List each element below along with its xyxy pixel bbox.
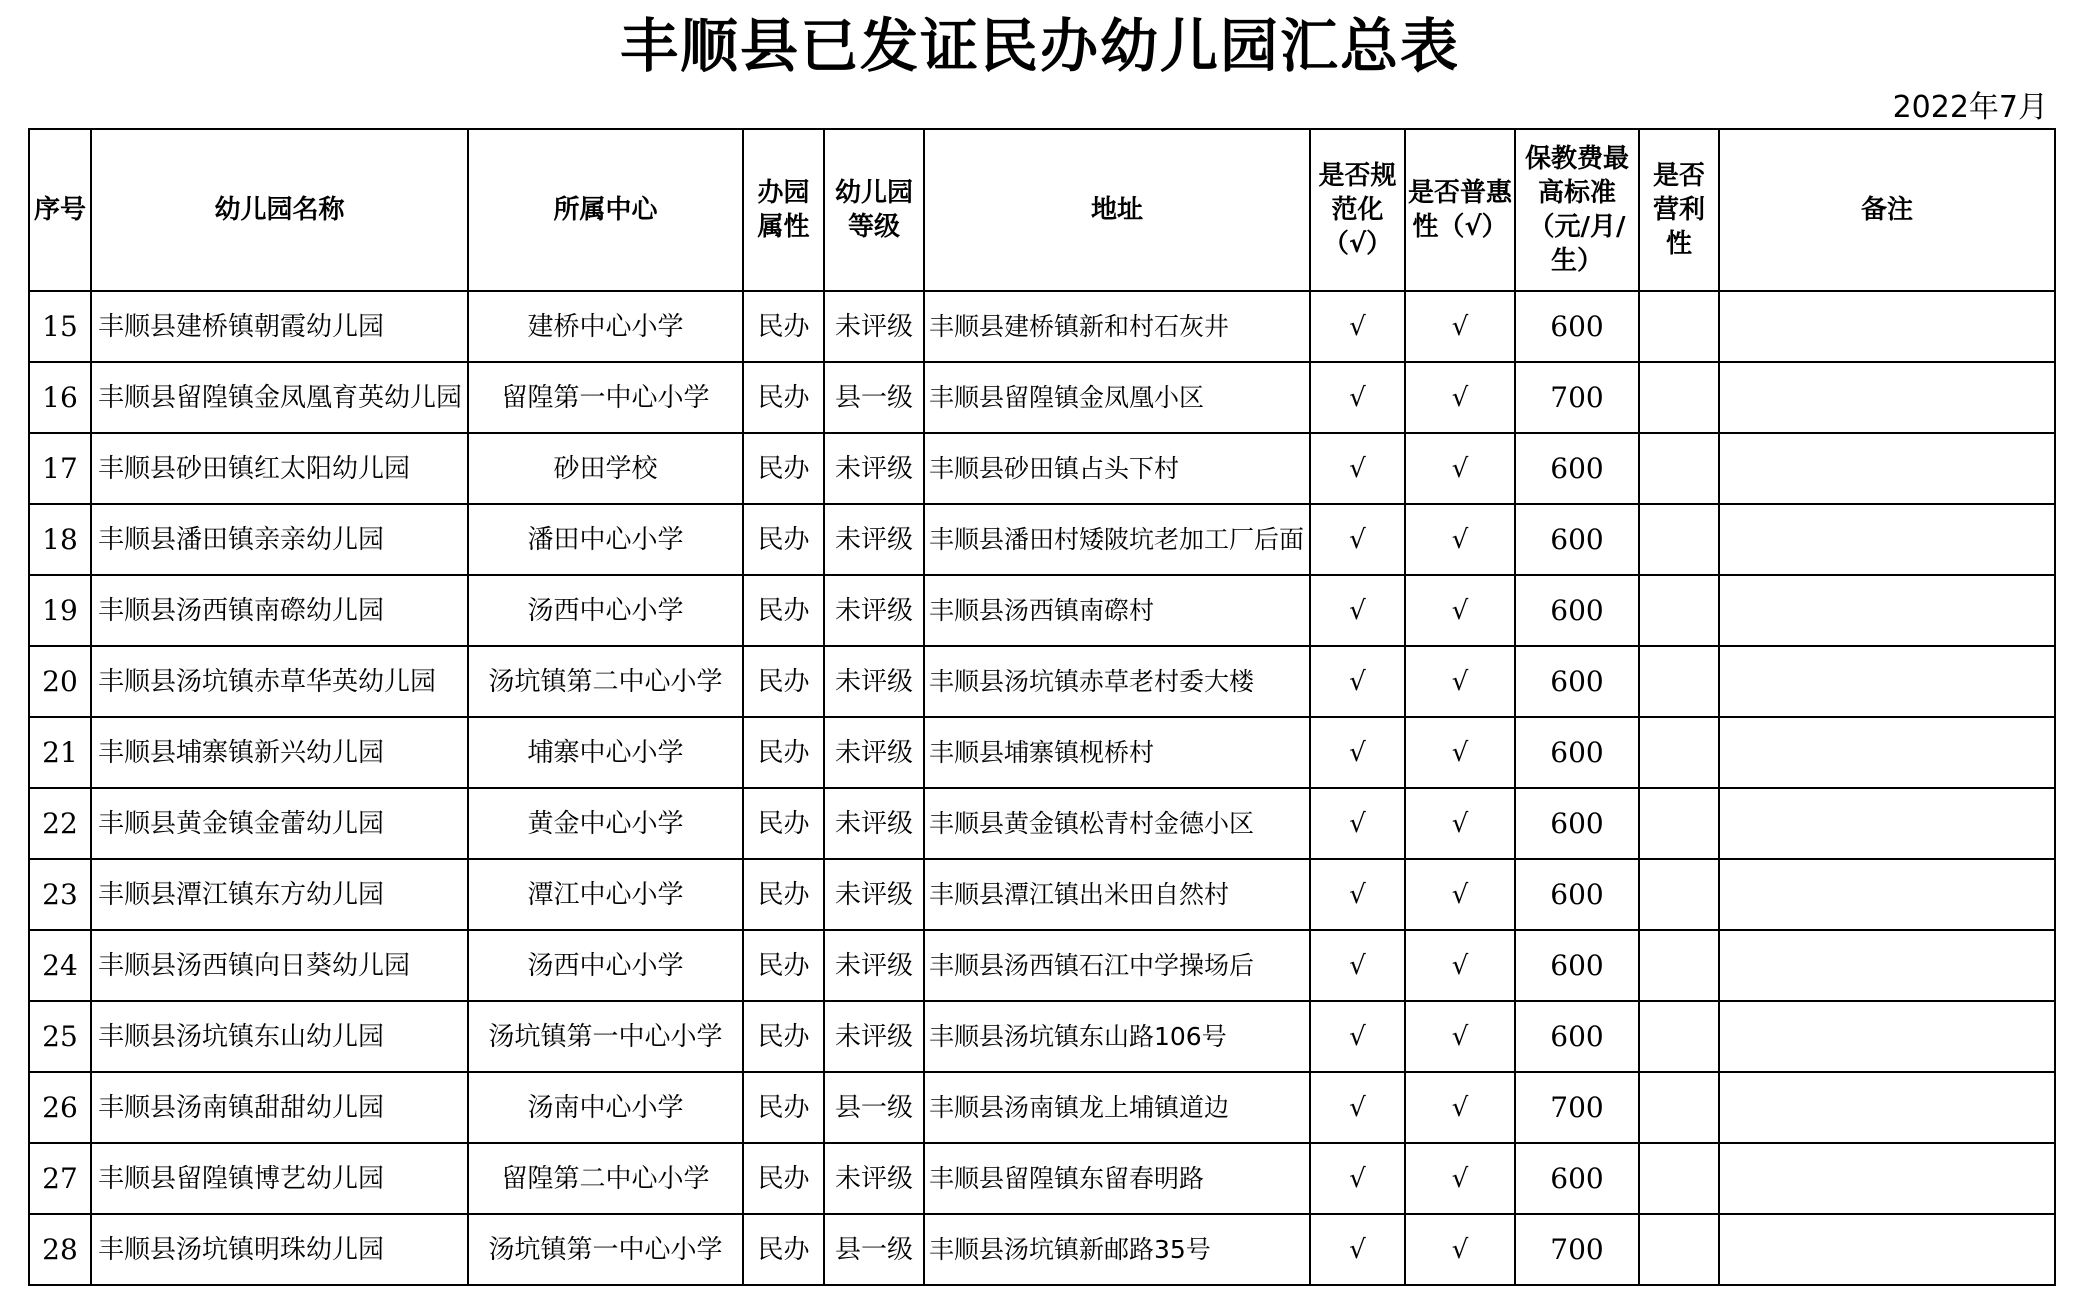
cell-attr: 民办: [743, 646, 824, 717]
cell-name: 丰顺县留隍镇博艺幼儿园: [91, 1143, 468, 1214]
cell-notes: [1719, 291, 2055, 362]
cell-grade: 未评级: [824, 291, 924, 362]
cell-inclusive-check: √: [1405, 717, 1515, 788]
cell-center: 汤西中心小学: [468, 575, 743, 646]
header-inclusive-line: 是否普惠: [1407, 178, 1512, 208]
cell-inclusive-check: √: [1405, 1143, 1515, 1214]
cell-notes: [1719, 1143, 2055, 1214]
cell-profit: [1639, 362, 1719, 433]
cell-name: 丰顺县汤南镇甜甜幼儿园: [91, 1072, 468, 1143]
cell-address: 丰顺县留隍镇金凤凰小区: [924, 362, 1310, 433]
cell-attr: 民办: [743, 930, 824, 1001]
cell-grade: 未评级: [824, 575, 924, 646]
cell-profit: [1639, 930, 1719, 1001]
table-row: [29, 575, 2055, 646]
table-row: [29, 504, 2055, 575]
cell-attr: 民办: [743, 859, 824, 930]
header-attr-line: 属性: [757, 212, 810, 242]
cell-name: 丰顺县黄金镇金蕾幼儿园: [91, 788, 468, 859]
cell-standard-check: √: [1310, 1001, 1405, 1072]
table-row: [29, 859, 2055, 930]
cell-notes: [1719, 788, 2055, 859]
cell-inclusive-check: √: [1405, 1214, 1515, 1285]
cell-address: 丰顺县汤西镇南磜村: [924, 575, 1310, 646]
cell-name: 丰顺县潘田镇亲亲幼儿园: [91, 504, 468, 575]
cell-notes: [1719, 930, 2055, 1001]
cell-seq: 24: [29, 930, 91, 1001]
table-body: [29, 291, 2055, 1285]
cell-standard-check: √: [1310, 788, 1405, 859]
table-row: [29, 1143, 2055, 1214]
table-row: [29, 930, 2055, 1001]
cell-fee: 600: [1515, 788, 1639, 859]
cell-attr: 民办: [743, 504, 824, 575]
header-attr: [743, 129, 824, 291]
cell-grade: 县一级: [824, 362, 924, 433]
cell-grade: 未评级: [824, 646, 924, 717]
table-row: [29, 1001, 2055, 1072]
table-header-row: [29, 129, 2055, 291]
cell-standard-check: √: [1310, 504, 1405, 575]
cell-attr: 民办: [743, 362, 824, 433]
cell-center: 留隍第二中心小学: [468, 1143, 743, 1214]
header-notes: 备注: [1719, 129, 2055, 291]
cell-name: 丰顺县留隍镇金凤凰育英幼儿园: [91, 362, 468, 433]
table-row: [29, 1072, 2055, 1143]
cell-grade: 县一级: [824, 1072, 924, 1143]
cell-center: 建桥中心小学: [468, 291, 743, 362]
header-fee-line: 生）: [1550, 246, 1603, 276]
cell-profit: [1639, 433, 1719, 504]
cell-name: 丰顺县汤西镇向日葵幼儿园: [91, 930, 468, 1001]
cell-inclusive-check: √: [1405, 504, 1515, 575]
cell-fee: 600: [1515, 1001, 1639, 1072]
table-row: [29, 1214, 2055, 1285]
cell-notes: [1719, 717, 2055, 788]
header-standard-line: 是否规: [1318, 161, 1397, 191]
cell-profit: [1639, 575, 1719, 646]
cell-address: 丰顺县汤坑镇东山路106号: [924, 1001, 1310, 1072]
header-standard: [1310, 129, 1405, 291]
header-standard-line: 范化: [1331, 195, 1384, 225]
cell-standard-check: √: [1310, 717, 1405, 788]
cell-seq: 16: [29, 362, 91, 433]
cell-center: 潭江中心小学: [468, 859, 743, 930]
cell-notes: [1719, 575, 2055, 646]
cell-attr: 民办: [743, 788, 824, 859]
header-attr-line: 办园: [757, 178, 810, 208]
cell-address: 丰顺县砂田镇占头下村: [924, 433, 1310, 504]
report-date: 2022年7月: [1892, 90, 2048, 125]
header-fee-line: 保教费最: [1524, 144, 1629, 174]
cell-standard-check: √: [1310, 930, 1405, 1001]
cell-attr: 民办: [743, 291, 824, 362]
cell-address: 丰顺县黄金镇松青村金德小区: [924, 788, 1310, 859]
cell-center: 黄金中心小学: [468, 788, 743, 859]
cell-seq: 19: [29, 575, 91, 646]
cell-name: 丰顺县汤坑镇赤草华英幼儿园: [91, 646, 468, 717]
cell-fee: 700: [1515, 1072, 1639, 1143]
header-fee: [1515, 129, 1639, 291]
cell-seq: 23: [29, 859, 91, 930]
header-inclusive: [1405, 129, 1515, 291]
cell-fee: 700: [1515, 362, 1639, 433]
table-row: [29, 362, 2055, 433]
table-row: [29, 291, 2055, 362]
cell-inclusive-check: √: [1405, 575, 1515, 646]
cell-address: 丰顺县汤南镇龙上埔镇道边: [924, 1072, 1310, 1143]
table-row: [29, 433, 2055, 504]
cell-notes: [1719, 1001, 2055, 1072]
cell-grade: 未评级: [824, 930, 924, 1001]
header-fee-line: 高标准: [1537, 178, 1616, 208]
cell-name: 丰顺县汤坑镇东山幼儿园: [91, 1001, 468, 1072]
header-seq: 序号: [29, 129, 91, 291]
header-fee-line: （元/月/: [1528, 212, 1626, 242]
cell-attr: 民办: [743, 575, 824, 646]
cell-seq: 15: [29, 291, 91, 362]
header-name: 幼儿园名称: [91, 129, 468, 291]
cell-inclusive-check: √: [1405, 1072, 1515, 1143]
cell-attr: 民办: [743, 1001, 824, 1072]
cell-seq: 20: [29, 646, 91, 717]
cell-address: 丰顺县汤坑镇赤草老村委大楼: [924, 646, 1310, 717]
cell-standard-check: √: [1310, 433, 1405, 504]
cell-notes: [1719, 646, 2055, 717]
cell-standard-check: √: [1310, 1143, 1405, 1214]
cell-seq: 27: [29, 1143, 91, 1214]
cell-grade: 未评级: [824, 1143, 924, 1214]
cell-attr: 民办: [743, 717, 824, 788]
cell-address: 丰顺县潭江镇出米田自然村: [924, 859, 1310, 930]
cell-inclusive-check: √: [1405, 433, 1515, 504]
cell-grade: 未评级: [824, 1001, 924, 1072]
cell-address: 丰顺县汤西镇石江中学操场后: [924, 930, 1310, 1001]
cell-standard-check: √: [1310, 1214, 1405, 1285]
cell-seq: 25: [29, 1001, 91, 1072]
cell-seq: 26: [29, 1072, 91, 1143]
header-standard-line: （√）: [1322, 229, 1393, 259]
cell-center: 汤坑镇第二中心小学: [468, 646, 743, 717]
header-center: 所属中心: [468, 129, 743, 291]
cell-attr: 民办: [743, 1214, 824, 1285]
header-grade-line: 幼儿园: [834, 178, 913, 208]
cell-grade: 未评级: [824, 717, 924, 788]
cell-profit: [1639, 717, 1719, 788]
header-profit-line: 性: [1665, 229, 1692, 259]
cell-inclusive-check: √: [1405, 1001, 1515, 1072]
header-address: 地址: [924, 129, 1310, 291]
cell-standard-check: √: [1310, 291, 1405, 362]
cell-notes: [1719, 504, 2055, 575]
cell-grade: 未评级: [824, 788, 924, 859]
cell-standard-check: √: [1310, 1072, 1405, 1143]
cell-grade: 县一级: [824, 1214, 924, 1285]
cell-seq: 17: [29, 433, 91, 504]
cell-attr: 民办: [743, 433, 824, 504]
header-profit: [1639, 129, 1719, 291]
cell-center: 汤坑镇第一中心小学: [468, 1001, 743, 1072]
header-grade: [824, 129, 924, 291]
cell-profit: [1639, 1072, 1719, 1143]
cell-name: 丰顺县潭江镇东方幼儿园: [91, 859, 468, 930]
cell-grade: 未评级: [824, 504, 924, 575]
cell-name: 丰顺县砂田镇红太阳幼儿园: [91, 433, 468, 504]
cell-attr: 民办: [743, 1143, 824, 1214]
cell-profit: [1639, 646, 1719, 717]
cell-profit: [1639, 291, 1719, 362]
cell-fee: 600: [1515, 646, 1639, 717]
cell-seq: 28: [29, 1214, 91, 1285]
cell-profit: [1639, 788, 1719, 859]
cell-fee: 600: [1515, 1143, 1639, 1214]
header-profit-line: 是否: [1652, 161, 1705, 191]
cell-center: 潘田中心小学: [468, 504, 743, 575]
page-title: 丰顺县已发证民办幼儿园汇总表: [619, 12, 1460, 80]
cell-center: 汤南中心小学: [468, 1072, 743, 1143]
table-row: [29, 788, 2055, 859]
cell-fee: 700: [1515, 1214, 1639, 1285]
kindergarten-table: [28, 128, 2056, 1286]
cell-center: 砂田学校: [468, 433, 743, 504]
cell-inclusive-check: √: [1405, 788, 1515, 859]
cell-address: 丰顺县留隍镇东留春明路: [924, 1143, 1310, 1214]
header-profit-line: 营利: [1652, 195, 1705, 225]
cell-standard-check: √: [1310, 646, 1405, 717]
cell-grade: 未评级: [824, 859, 924, 930]
cell-notes: [1719, 859, 2055, 930]
cell-fee: 600: [1515, 575, 1639, 646]
cell-name: 丰顺县汤西镇南磜幼儿园: [91, 575, 468, 646]
cell-name: 丰顺县建桥镇朝霞幼儿园: [91, 291, 468, 362]
cell-center: 汤西中心小学: [468, 930, 743, 1001]
cell-attr: 民办: [743, 1072, 824, 1143]
cell-center: 汤坑镇第一中心小学: [468, 1214, 743, 1285]
cell-fee: 600: [1515, 433, 1639, 504]
cell-fee: 600: [1515, 717, 1639, 788]
cell-center: 埔寨中心小学: [468, 717, 743, 788]
table-row: [29, 717, 2055, 788]
cell-inclusive-check: √: [1405, 362, 1515, 433]
cell-name: 丰顺县埔寨镇新兴幼儿园: [91, 717, 468, 788]
cell-notes: [1719, 1214, 2055, 1285]
cell-address: 丰顺县汤坑镇新邮路35号: [924, 1214, 1310, 1285]
cell-seq: 22: [29, 788, 91, 859]
cell-inclusive-check: √: [1405, 291, 1515, 362]
cell-standard-check: √: [1310, 859, 1405, 930]
cell-inclusive-check: √: [1405, 930, 1515, 1001]
cell-notes: [1719, 1072, 2055, 1143]
cell-fee: 600: [1515, 859, 1639, 930]
cell-profit: [1639, 504, 1719, 575]
table-row: [29, 646, 2055, 717]
cell-address: 丰顺县埔寨镇枧桥村: [924, 717, 1310, 788]
cell-standard-check: √: [1310, 575, 1405, 646]
cell-notes: [1719, 362, 2055, 433]
cell-seq: 18: [29, 504, 91, 575]
cell-inclusive-check: √: [1405, 646, 1515, 717]
cell-address: 丰顺县建桥镇新和村石灰井: [924, 291, 1310, 362]
cell-profit: [1639, 1143, 1719, 1214]
cell-standard-check: √: [1310, 362, 1405, 433]
cell-center: 留隍第一中心小学: [468, 362, 743, 433]
cell-fee: 600: [1515, 504, 1639, 575]
cell-fee: 600: [1515, 930, 1639, 1001]
header-inclusive-line: 性（√）: [1412, 212, 1508, 242]
header-grade-line: 等级: [847, 212, 900, 242]
cell-notes: [1719, 433, 2055, 504]
cell-seq: 21: [29, 717, 91, 788]
cell-inclusive-check: √: [1405, 859, 1515, 930]
cell-fee: 600: [1515, 291, 1639, 362]
cell-profit: [1639, 1214, 1719, 1285]
cell-profit: [1639, 859, 1719, 930]
cell-profit: [1639, 1001, 1719, 1072]
cell-name: 丰顺县汤坑镇明珠幼儿园: [91, 1214, 468, 1285]
cell-address: 丰顺县潘田村矮陂坑老加工厂后面: [924, 504, 1310, 575]
cell-grade: 未评级: [824, 433, 924, 504]
